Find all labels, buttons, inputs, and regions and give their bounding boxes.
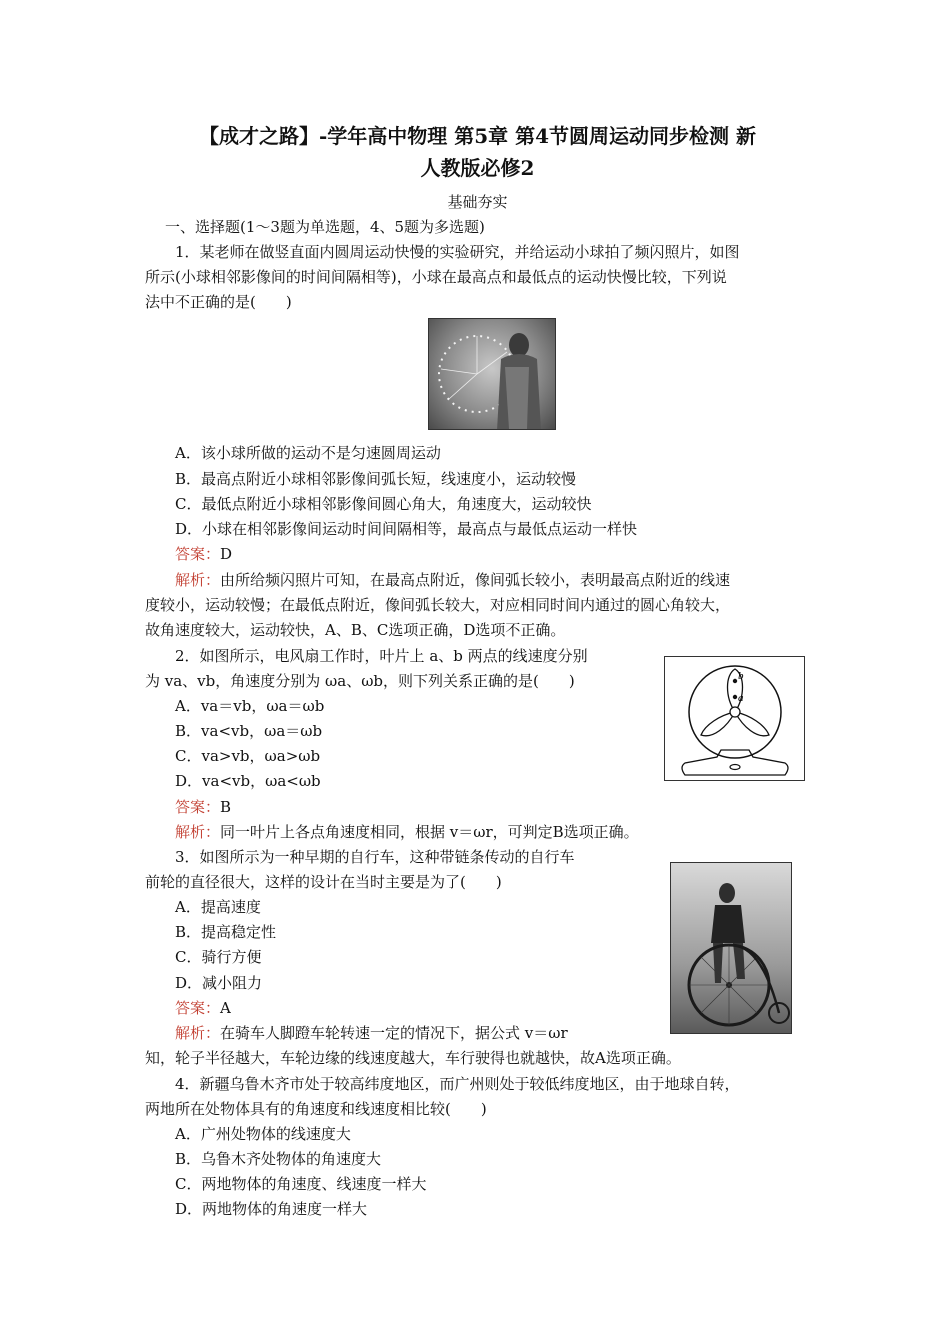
bicycle-photo-drawing — [671, 863, 792, 1034]
q4-option-c: C．两地物体的角速度、线速度一样大 — [175, 1175, 427, 1193]
q1-answer — [175, 544, 232, 564]
q1-option-a: A．该小球所做的运动不是匀速圆周运动 — [175, 444, 441, 462]
q2-answer — [175, 797, 231, 817]
answer-value: D — [220, 545, 233, 563]
q3-option-a: A．提高速度 — [175, 898, 261, 916]
analysis-text: 在骑车人脚蹬车轮转速一定的情况下，据公式 v＝ωr — [220, 1024, 568, 1042]
q1-line-1: 1．某老师在做竖直面内圆周运动快慢的实验研究，并给运动小球拍了频闪照片，如图 — [175, 243, 740, 261]
analysis-label: 解析： — [175, 823, 221, 841]
q1-option-c: C．最低点附近小球相邻影像间圆心角大，角速度大，运动较快 — [175, 495, 592, 513]
q4-line-1: 4．新疆乌鲁木齐市处于较高纬度地区，而广州则处于较低纬度地区，由于地球自转， — [175, 1075, 740, 1093]
document-title — [145, 120, 810, 184]
answer-value: B — [220, 798, 232, 816]
title-line-2: 人教版必修2 — [420, 156, 535, 180]
q4-line-2: 两地所在处物体具有的角速度和线速度相比较( ) — [145, 1100, 487, 1118]
q2-fan-figure — [664, 656, 805, 781]
answer-label: 答案： — [175, 999, 221, 1017]
analysis-label: 解析： — [175, 1024, 221, 1042]
fan-drawing — [665, 657, 805, 781]
q2-line-2: 为 va、vb，角速度分别为 ωa、ωb，则下列关系正确的是( ) — [145, 672, 575, 690]
q1-analysis-line-2: 度较小，运动较慢；在最低点附近，像间弧长较大，对应相同时间内通过的圆心角较大， — [145, 596, 731, 614]
q3-line-2: 前轮的直径很大，这样的设计在当时主要是为了( ) — [145, 873, 502, 891]
q1-line-2: 所示(小球相邻影像间的时间间隔相等)，小球在最高点和最低点的运动快慢比较，下列说 — [145, 268, 727, 286]
fan-label-b: b — [738, 670, 744, 682]
q3-answer — [175, 998, 231, 1018]
q1-analysis-line-1 — [175, 570, 730, 590]
q2-option-a: A．va＝vb，ωa＝ωb — [175, 697, 325, 715]
q4-option-b: B．乌鲁木齐处物体的角速度大 — [175, 1150, 382, 1168]
q2-option-b: B．va<vb，ωa＝ωb — [175, 722, 323, 740]
q3-option-d: D．减小阻力 — [175, 974, 263, 992]
q1-analysis-line-3: 故角速度较大，运动较快，A、B、C选项正确，D选项不正确。 — [145, 621, 566, 639]
analysis-label: 解析： — [175, 571, 221, 589]
q4-option-a: A．广州处物体的线速度大 — [175, 1125, 351, 1143]
q3-bicycle-photo — [670, 862, 792, 1034]
q1-option-b: B．最高点附近小球相邻影像间弧长短，线速度小，运动较慢 — [175, 470, 577, 488]
q4-option-d: D．两地物体的角速度一样大 — [175, 1200, 368, 1218]
q2-option-d: D．va<vb，ωa<ωb — [175, 772, 321, 790]
q3-option-b: B．提高稳定性 — [175, 923, 277, 941]
answer-value: A — [220, 999, 231, 1017]
part-heading: 一、选择题(1～3题为单选题，4、5题为多选题) — [165, 218, 485, 236]
q3-line-1: 3．如图所示为一种早期的自行车，这种带链条传动的自行车 — [175, 848, 575, 866]
q2-line-1: 2．如图所示，电风扇工作时，叶片上 a、b 两点的线速度分别 — [175, 647, 588, 665]
q1-line-3: 法中不正确的是( ) — [145, 293, 292, 311]
q3-option-c: C．骑行方便 — [175, 948, 262, 966]
q3-analysis-line-2: 知，轮子半径越大，车轮边缘的线速度越大，车行驶得也就越快，故A选项正确。 — [145, 1049, 681, 1067]
section-heading: 基础夯实 — [447, 193, 508, 211]
q2-analysis-line-1 — [175, 822, 639, 842]
answer-label: 答案： — [175, 798, 221, 816]
q1-strobe-photo — [428, 318, 556, 430]
q3-analysis-line-1 — [175, 1023, 568, 1043]
strobe-photo-drawing — [429, 319, 556, 430]
analysis-text: 由所给频闪照片可知，在最高点附近，像间弧长较小，表明最高点附近的线速 — [220, 571, 731, 589]
answer-label: 答案： — [175, 545, 221, 563]
analysis-text: 同一叶片上各点角速度相同，根据 v＝ωr，可判定B选项正确。 — [220, 823, 639, 841]
title-line-1: 【成才之路】-学年高中物理 第5章 第4节圆周运动同步检测 新 — [198, 124, 757, 148]
fan-label-a: a — [738, 692, 744, 704]
q2-option-c: C．va>vb，ωa>ωb — [175, 747, 321, 765]
q1-option-d: D．小球在相邻影像间运动时间间隔相等，最高点与最低点运动一样快 — [175, 520, 638, 538]
